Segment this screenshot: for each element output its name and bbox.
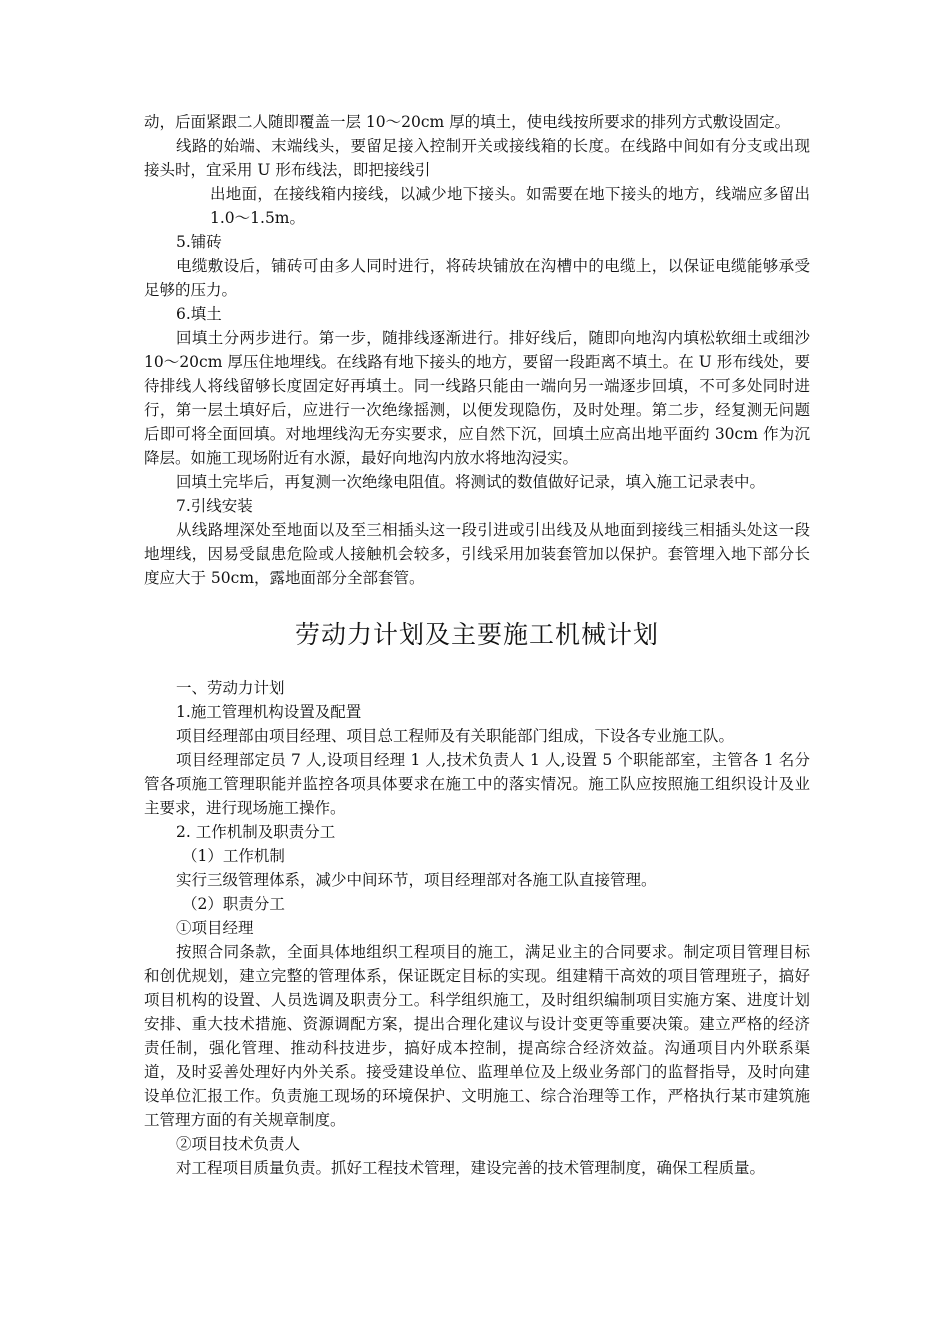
section-heading-6: 6.填土 [176,305,222,323]
role-heading-technical-lead: ②项目技术负责人 [176,1135,301,1153]
paragraph: 线路的始端、末端线头，要留足接入控制开关或接线箱的长度。在线路中间如有分支或出现接头时，宜采用 U 形布线法，即把接线引 [144,137,810,179]
role-heading-project-manager: ①项目经理 [176,919,254,937]
paragraph: 电缆敷设后，铺砖可由多人同时进行，将砖块铺放在沟槽中的电缆上，以保证电缆能够承受足够的压力。 [144,257,810,299]
paragraph: 项目经理部定员 7 人,设项目经理 1 人,技术负责人 1 人,设置 5 个职能部室，主管各 1 名分管各项施工管理职能并监控各项具体要求在施工中的落实情况。施工队应按照施工组织设计及业主要求，进行现场施工操作。 [144,751,810,817]
subsection-heading: 2. 工作机制及职责分工 [176,823,336,841]
paragraph: 动，后面紧跟二人随即覆盖一层 10～20cm 厚的填土，使电线按所要求的排列方式敷设固定。 [144,113,791,131]
section-heading-labor-plan: 一、劳动力计划 [176,679,285,697]
subsection-heading: 1.施工管理机构设置及配置 [176,703,362,721]
paragraph: 按照合同条款，全面具体地组织工程项目的施工，满足业主的合同要求。制定项目管理目标和创优规划，建立完整的管理体系，保证既定目标的实现。组建精干高效的项目管理班子，搞好项目机构的设置、人员选调及职责分工。科学组织施工，及时组织编制项目实施方案、进度计划安排、重大技术措施、资源调配方案，提出合理化建议与设计变更等重要决策。建立严格的经济责任制，强化管理、推动科技进步，搞好成本控制，提高综合经济效益。沟通项目内外联系渠道，及时妥善处理好内外关系。接受建设单位、监理单位及上级业务部门的监督指导，及时向建设单位汇报工作。负责施工现场的环境保护、文明施工、综合治理等工作，严格执行某市建筑施工管理方面的有关规章制度。 [144,943,810,1129]
paragraph: 项目经理部由项目经理、项目总工程师及有关职能部门组成，下设各专业施工队。 [176,727,735,745]
paragraph: 对工程项目质量负责。抓好工程技术管理，建设完善的技术管理制度，确保工程质量。 [176,1159,766,1177]
paragraph: 从线路埋深处至地面以及至三相插头这一段引进或引出线及从地面到接线三相插头处这一段地埋线，因易受鼠患危险或人接触机会较多，引线采用加装套管加以保护。套管埋入地下部分长度应大于 50cm，露地面部分全部套管。 [144,521,810,587]
paragraph: 出地面，在接线箱内接线，以减少地下接头。如需要在地下接头的地方，线端应多留出 1.0～1.5m。 [210,185,810,227]
section-heading-5: 5.铺砖 [176,233,222,251]
paragraph: 回填土分两步进行。第一步，随排线逐渐进行。排好线后，随即向地沟内填松软细土或细沙 10～20cm 厚压住地埋线。在线路有地下接头的地方，要留一段距离不填土。在 U 形布线处，要待排线人将线留够长度固定好再填土。同一线路只能由一端向另一端逐步回填，不可多处同时进行，第一层土填好后，应进行一次绝缘摇测，以便发现隐伤，及时处理。第二步，经复测无问题后即可将全面回填。对地埋线沟无夯实要求，应自然下沉，回填土应高出地平面约 30cm 作为沉降层。如施工现场附近有水源，最好向地沟内放水将地沟浸实。 [144,329,810,467]
paragraph: 实行三级管理体系，减少中间环节，项目经理部对各施工队直接管理。 [176,871,657,889]
document-page [144,110,810,1180]
page-title: 劳动力计划及主要施工机械计划 [294,620,659,649]
paragraph: 回填土完毕后，再复测一次绝缘电阻值。将测试的数值做好记录，填入施工记录表中。 [176,473,766,491]
section-heading-7: 7.引线安装 [176,497,253,515]
subsection-heading: （2）职责分工 [182,895,285,913]
subsection-heading: （1）工作机制 [182,847,285,865]
